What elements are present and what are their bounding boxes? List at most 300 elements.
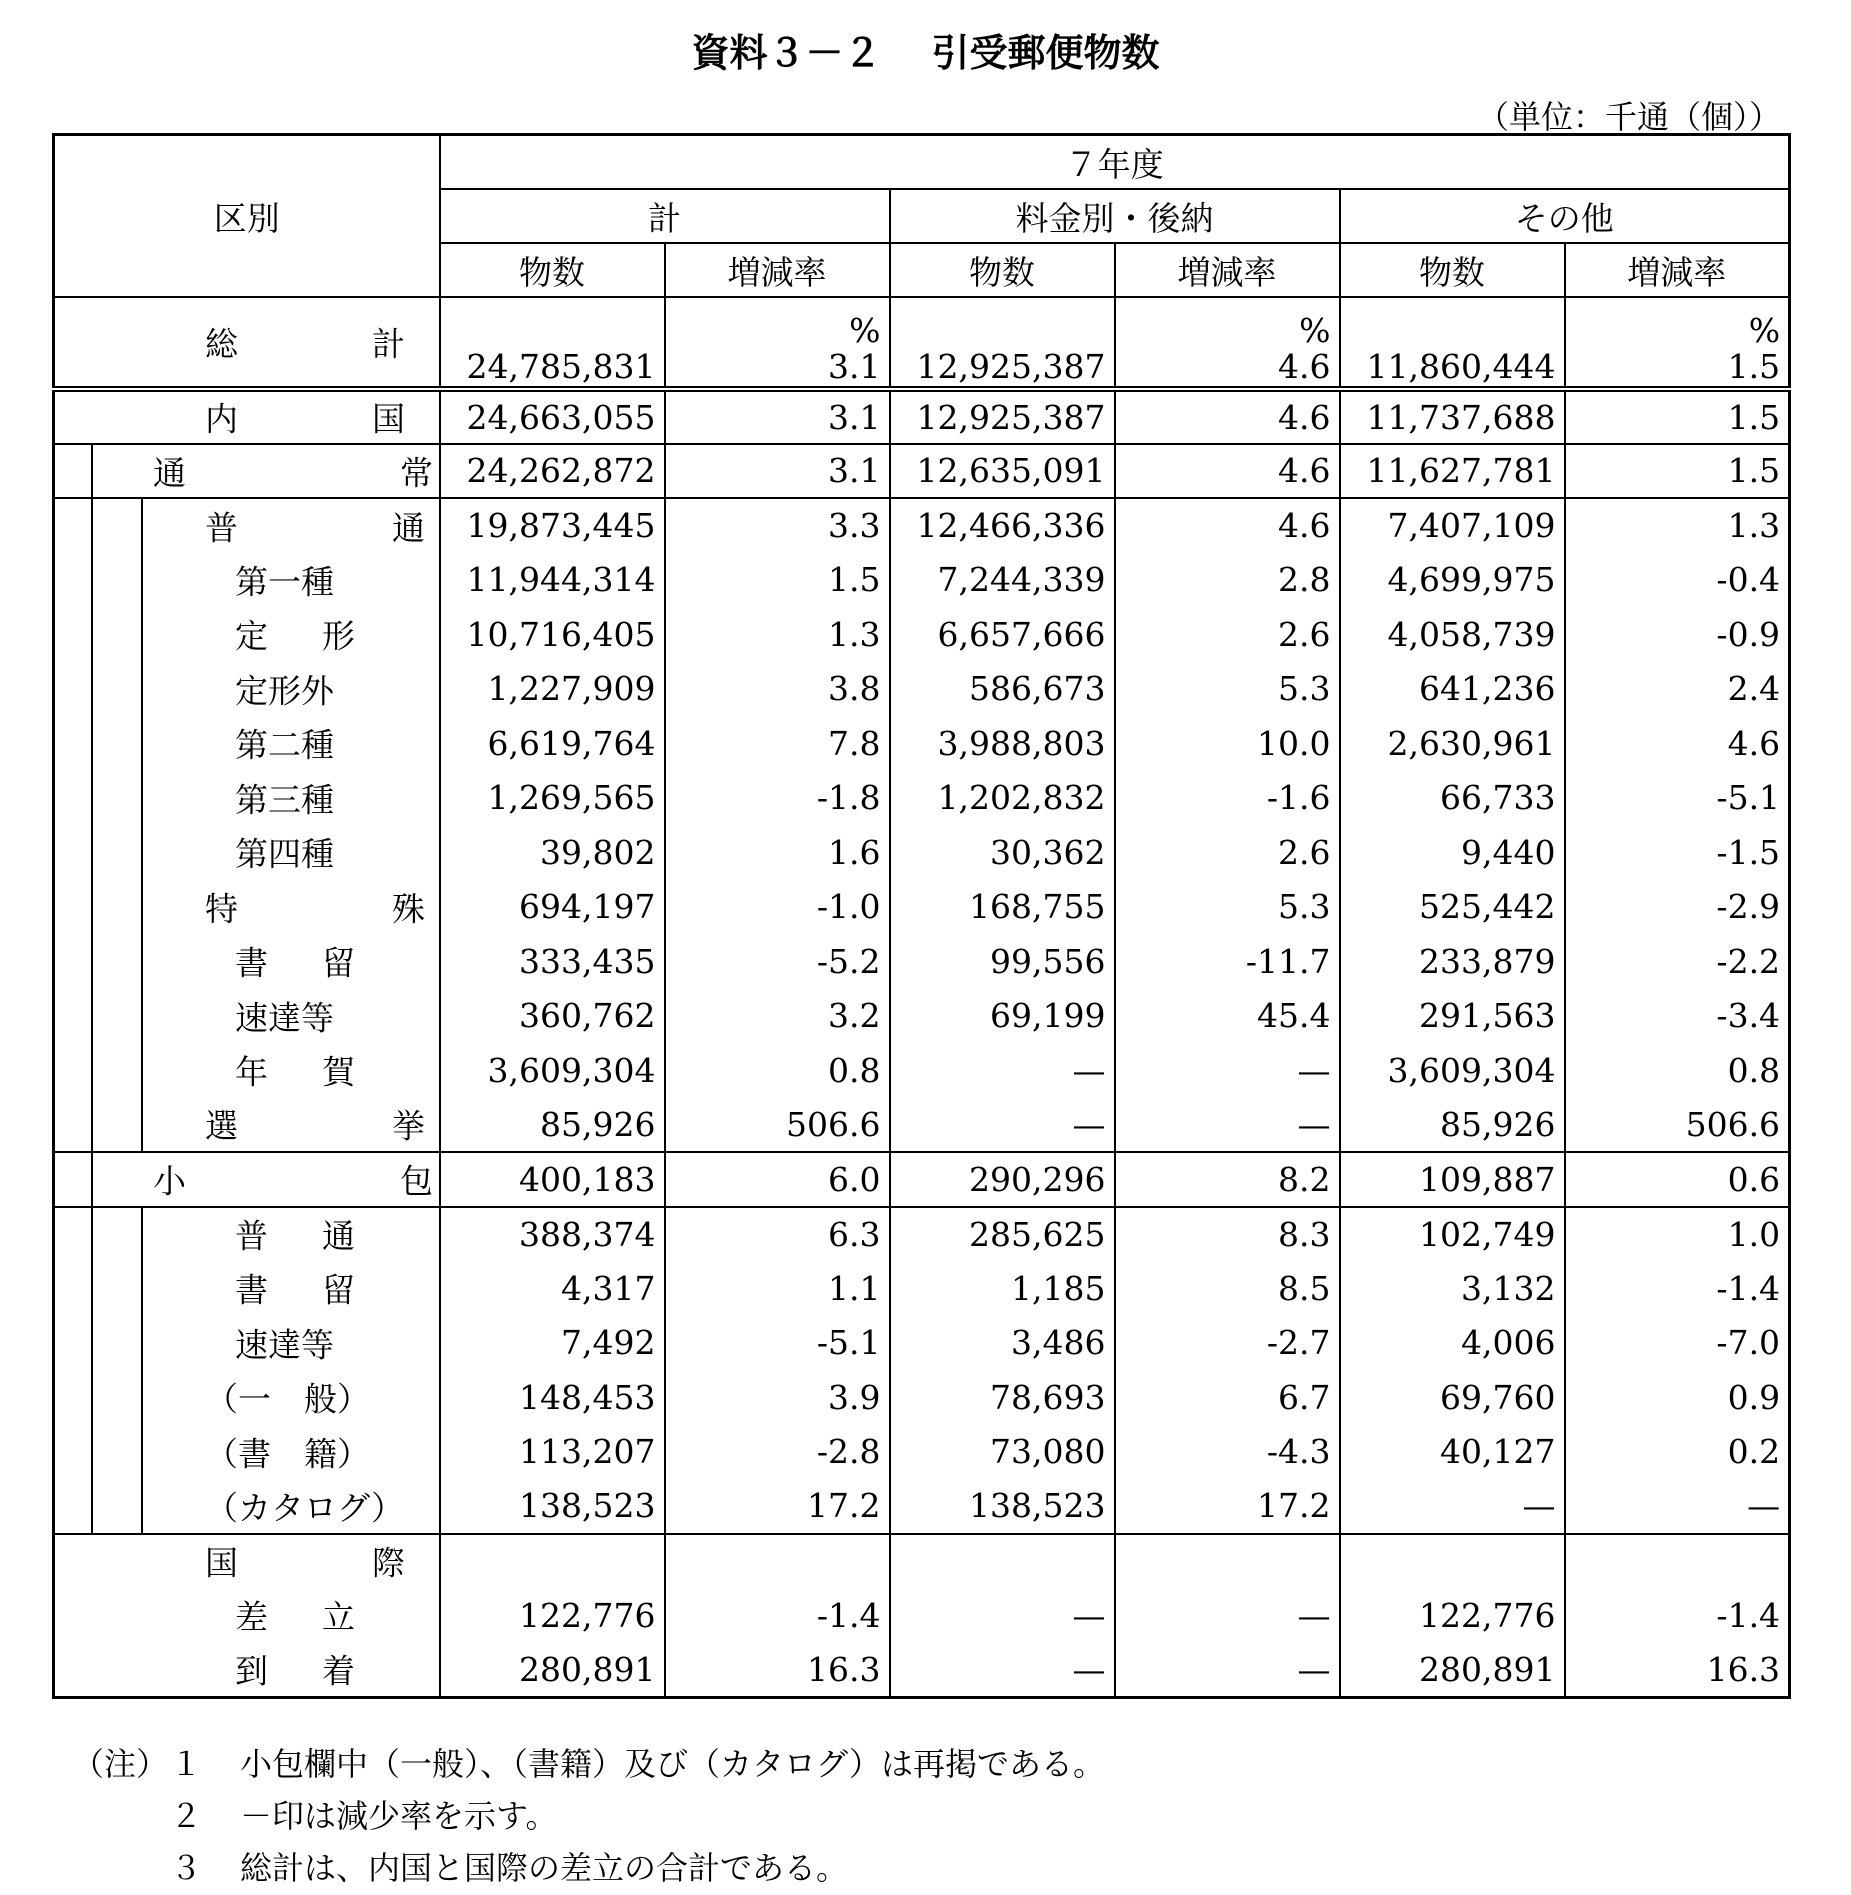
cell-rate <box>1565 662 1790 717</box>
header-rate: 増減率 <box>665 243 890 297</box>
cell-value: 1.5 <box>1727 451 1781 491</box>
cell-count <box>890 553 1115 608</box>
cell-value: 2.6 <box>1278 832 1331 872</box>
cell-count <box>890 1643 1115 1698</box>
cell-value: 3,132 <box>1461 1268 1556 1308</box>
header-year: ７年度 <box>440 135 1790 190</box>
note-text: 小包欄中（一般）、（書籍）及び（カタログ）は再掲である。 <box>240 1745 1105 1783</box>
row-label-text: （カタログ） <box>205 1488 404 1528</box>
cell-count <box>890 389 1115 444</box>
header-count: 物数 <box>890 243 1115 297</box>
cell-value: 3.9 <box>828 1377 881 1417</box>
cell-rate <box>665 989 890 1044</box>
row-label-text: 年 賀 <box>235 1052 355 1092</box>
cell-rate <box>1115 934 1340 989</box>
row-label <box>54 716 440 771</box>
cell-value: 1.3 <box>828 614 881 654</box>
cell-value: 40,127 <box>1440 1432 1556 1472</box>
cell-count <box>1340 1534 1565 1589</box>
cell-rate <box>1565 553 1790 608</box>
table-row <box>54 934 1790 989</box>
note-text: 総計は、内国と国際の差立の合計である。 <box>240 1849 849 1887</box>
cell-rate <box>1115 1479 1340 1534</box>
cell-count <box>1340 934 1565 989</box>
cell-rate <box>665 1643 890 1698</box>
cell-rate <box>1565 607 1790 662</box>
cell-value: 3.1 <box>828 397 881 437</box>
cell-value: 66,733 <box>1440 778 1556 818</box>
cell-value: — <box>1297 1595 1331 1635</box>
header-rate: 増減率 <box>1115 243 1340 297</box>
cell-value: 2.8 <box>1278 560 1331 600</box>
cell-rate <box>1565 1098 1790 1153</box>
cell-rate <box>665 1425 890 1480</box>
cell-value: 2.6 <box>1278 614 1331 654</box>
table-row <box>54 662 1790 717</box>
cell-count <box>440 1043 665 1098</box>
cell-rate <box>665 1370 890 1425</box>
cell-rate <box>665 825 890 880</box>
row-label-text: 到 着 <box>235 1651 355 1691</box>
cell-rate <box>665 1043 890 1098</box>
cell-value: 1,185 <box>1011 1268 1106 1308</box>
cell-value: 30,362 <box>990 832 1106 872</box>
cell-value: 6.0 <box>828 1159 881 1199</box>
cell-value: 148,453 <box>519 1377 656 1417</box>
cell-count <box>890 1098 1115 1153</box>
cell-value: — <box>1072 1649 1106 1689</box>
cell-count <box>1340 553 1565 608</box>
cell-count <box>1340 1098 1565 1153</box>
cell-value: 5.3 <box>1278 669 1331 709</box>
cell-count <box>440 297 665 389</box>
cell-count <box>1340 989 1565 1044</box>
cell-count <box>890 825 1115 880</box>
cell-count <box>440 1479 665 1534</box>
cell-value: 1.6 <box>828 832 881 872</box>
row-label-text: 定形外 <box>235 671 334 711</box>
cell-value: 12,925,387 <box>916 397 1106 437</box>
table-row <box>54 989 1790 1044</box>
row-label <box>54 498 440 553</box>
cell-value: 99,556 <box>990 941 1106 981</box>
cell-count <box>890 444 1115 499</box>
cell-value: 39,802 <box>540 832 656 872</box>
cell-rate <box>665 771 890 826</box>
cell-count <box>890 1207 1115 1262</box>
cell-value: 138,523 <box>969 1486 1106 1526</box>
cell-value: 4.6 <box>1727 723 1781 763</box>
cell-count <box>890 716 1115 771</box>
table-row <box>54 607 1790 662</box>
cell-value: 11,860,444 <box>1366 347 1556 386</box>
cell-count <box>890 771 1115 826</box>
cell-rate <box>665 498 890 553</box>
cell-rate <box>1115 444 1340 499</box>
cell-value: 3,988,803 <box>937 723 1106 763</box>
row-label <box>54 1152 440 1207</box>
cell-count <box>440 825 665 880</box>
cell-rate <box>1565 771 1790 826</box>
cell-value: 3.1 <box>828 347 881 386</box>
cell-rate <box>665 716 890 771</box>
row-label <box>54 1425 440 1480</box>
table-row <box>54 771 1790 826</box>
cell-count <box>1340 825 1565 880</box>
cell-value: -1.4 <box>1716 1268 1781 1308</box>
cell-value: 8.2 <box>1278 1159 1331 1199</box>
cell-value: 17.2 <box>1257 1486 1331 1526</box>
cell-value: 1.3 <box>1727 506 1781 546</box>
cell-count <box>440 1261 665 1316</box>
cell-rate <box>1115 1425 1340 1480</box>
cell-value: 3,486 <box>1011 1323 1106 1363</box>
row-label-text: 差 立 <box>235 1597 355 1637</box>
cell-value: 7,407,109 <box>1387 506 1556 546</box>
cell-rate <box>1115 1370 1340 1425</box>
note-number: ２ <box>170 1797 203 1835</box>
cell-count <box>890 934 1115 989</box>
cell-count <box>1340 880 1565 935</box>
cell-value: 4.6 <box>1278 506 1331 546</box>
cell-value: 6.7 <box>1278 1377 1331 1417</box>
cell-value: 138,523 <box>519 1486 656 1526</box>
cell-count <box>1340 771 1565 826</box>
table-row <box>54 825 1790 880</box>
cell-rate <box>1565 297 1790 389</box>
cell-value: 1.1 <box>828 1268 881 1308</box>
row-label <box>54 1098 440 1153</box>
note-row <box>72 1790 1105 1842</box>
cell-value: -1.6 <box>1266 778 1331 818</box>
row-label <box>54 825 440 880</box>
cell-rate <box>1115 498 1340 553</box>
cell-rate <box>1565 444 1790 499</box>
cell-value: 280,891 <box>519 1649 656 1689</box>
cell-rate <box>665 553 890 608</box>
cell-count <box>440 1425 665 1480</box>
cell-count <box>440 1588 665 1643</box>
row-label <box>54 771 440 826</box>
cell-count <box>1340 498 1565 553</box>
cell-value: — <box>1297 1649 1331 1689</box>
note-number: １ <box>170 1745 203 1783</box>
cell-rate <box>1115 771 1340 826</box>
cell-value: — <box>1747 1486 1781 1526</box>
cell-value: -5.1 <box>816 1323 881 1363</box>
cell-rate <box>1115 1643 1340 1698</box>
cell-rate <box>665 444 890 499</box>
table-row <box>54 1534 1790 1589</box>
row-label-text: 第一種 <box>235 562 334 602</box>
cell-value: 4,058,739 <box>1387 614 1556 654</box>
cell-count <box>1340 297 1565 389</box>
row-label <box>54 1316 440 1371</box>
cell-value: 4,699,975 <box>1387 560 1556 600</box>
cell-value: -1.8 <box>816 778 881 818</box>
row-label-text: 第三種 <box>235 780 334 820</box>
cell-value: 85,926 <box>1440 1104 1556 1144</box>
table-row <box>54 1152 1790 1207</box>
cell-value: 6,657,666 <box>937 614 1106 654</box>
row-label-text: 通 常 <box>153 453 433 493</box>
cell-value: 3,609,304 <box>487 1050 656 1090</box>
cell-count <box>440 989 665 1044</box>
cell-rate <box>1115 1534 1340 1589</box>
header-count: 物数 <box>1340 243 1565 297</box>
cell-value: 7,492 <box>561 1323 656 1363</box>
header-group-rate-deferred: 料金別・後納 <box>890 189 1340 243</box>
cell-value: 4.6 <box>1278 397 1331 437</box>
cell-count <box>440 1098 665 1153</box>
cell-value: 2.4 <box>1727 669 1781 709</box>
cell-count <box>440 607 665 662</box>
cell-count <box>1340 1207 1565 1262</box>
cell-value: 10.0 <box>1257 723 1331 763</box>
cell-value: 12,925,387 <box>916 347 1106 386</box>
cell-value: 4.6 <box>1278 347 1331 386</box>
cell-value: 8.3 <box>1278 1214 1331 1254</box>
cell-rate <box>1565 934 1790 989</box>
cell-count <box>890 607 1115 662</box>
cell-value: 168,755 <box>969 887 1106 927</box>
cell-value: 16.3 <box>807 1649 881 1689</box>
page-title <box>0 22 1851 77</box>
header-kubetsu: 区別 <box>54 135 440 298</box>
row-label-text: 特 殊 <box>205 889 425 929</box>
cell-value: 290,296 <box>969 1159 1106 1199</box>
cell-count <box>890 1316 1115 1371</box>
cell-value: — <box>1072 1050 1106 1090</box>
header-group-total: 計 <box>440 189 890 243</box>
cell-value: 506.6 <box>786 1104 881 1144</box>
cell-value: 1.5 <box>828 560 881 600</box>
cell-count <box>890 1588 1115 1643</box>
cell-value: 6,619,764 <box>487 723 656 763</box>
row-label-text: 速達等 <box>235 998 334 1038</box>
cell-count <box>1340 662 1565 717</box>
table-row <box>54 716 1790 771</box>
cell-value: 388,374 <box>519 1214 656 1254</box>
table-row <box>54 1479 1790 1534</box>
cell-value: 1.0 <box>1727 1214 1781 1254</box>
cell-value: 69,199 <box>990 996 1106 1036</box>
cell-rate <box>665 1316 890 1371</box>
cell-rate <box>1115 553 1340 608</box>
table-row <box>54 553 1790 608</box>
row-label <box>54 553 440 608</box>
cell-count <box>1340 1316 1565 1371</box>
percent-unit: % <box>849 311 881 350</box>
table-row <box>54 1043 1790 1098</box>
cell-value: 24,663,055 <box>466 397 656 437</box>
cell-value: 285,625 <box>969 1214 1106 1254</box>
row-label <box>54 1534 440 1589</box>
cell-value: 5.3 <box>1278 887 1331 927</box>
cell-count <box>890 989 1115 1044</box>
row-label <box>54 607 440 662</box>
cell-value: 11,627,781 <box>1366 451 1556 491</box>
cell-value: 102,749 <box>1419 1214 1556 1254</box>
cell-count <box>1340 1261 1565 1316</box>
cell-rate <box>1565 825 1790 880</box>
cell-value: 400,183 <box>519 1159 656 1199</box>
cell-value: 113,207 <box>519 1432 656 1472</box>
cell-rate <box>1115 989 1340 1044</box>
cell-value: — <box>1522 1486 1556 1526</box>
cell-rate <box>1565 1425 1790 1480</box>
row-label <box>54 389 440 444</box>
cell-count <box>890 498 1115 553</box>
table-row <box>54 1261 1790 1316</box>
mail-volume-table <box>52 133 1791 1699</box>
cell-count <box>890 297 1115 389</box>
cell-value: -7.0 <box>1716 1323 1781 1363</box>
row-label <box>54 880 440 935</box>
cell-rate <box>1115 1098 1340 1153</box>
cell-count <box>440 880 665 935</box>
row-label-text: 第二種 <box>235 725 334 765</box>
percent-unit: % <box>1748 311 1781 350</box>
cell-count <box>440 934 665 989</box>
row-label-text: 定 形 <box>235 616 355 656</box>
cell-count <box>440 716 665 771</box>
row-label <box>54 989 440 1044</box>
cell-value: 3.8 <box>828 669 881 709</box>
cell-count <box>440 498 665 553</box>
row-label-text: 選 挙 <box>205 1106 425 1146</box>
cell-rate <box>1565 1316 1790 1371</box>
cell-rate <box>1115 389 1340 444</box>
cell-value: -1.0 <box>816 887 881 927</box>
header-group-other: その他 <box>1340 189 1790 243</box>
cell-count <box>890 1152 1115 1207</box>
cell-value: 122,776 <box>1419 1595 1556 1635</box>
row-label <box>54 934 440 989</box>
cell-value: 291,563 <box>1419 996 1556 1036</box>
cell-count <box>1340 1152 1565 1207</box>
notes-lead: （注） <box>72 1745 169 1783</box>
cell-rate <box>1115 1043 1340 1098</box>
table-body <box>54 297 1790 1697</box>
cell-count <box>890 1261 1115 1316</box>
cell-rate <box>1565 1643 1790 1698</box>
cell-value: -0.4 <box>1716 560 1781 600</box>
row-label-text: 国 際 <box>205 1543 405 1583</box>
cell-value: -1.5 <box>1716 832 1781 872</box>
cell-value: -2.8 <box>816 1432 881 1472</box>
cell-value: 233,879 <box>1419 941 1556 981</box>
cell-value: 12,466,336 <box>916 506 1106 546</box>
cell-value: 69,760 <box>1440 1377 1556 1417</box>
table-row <box>54 1588 1790 1643</box>
cell-rate <box>665 1152 890 1207</box>
cell-value: -1.4 <box>816 1595 881 1635</box>
cell-count <box>440 1370 665 1425</box>
cell-rate <box>1565 1261 1790 1316</box>
cell-value: 1.5 <box>1727 347 1781 386</box>
cell-count <box>890 880 1115 935</box>
row-label-text: 内 国 <box>205 399 405 439</box>
cell-value: 78,693 <box>990 1377 1106 1417</box>
row-label-text: 普 通 <box>235 1216 355 1256</box>
cell-rate <box>1115 1207 1340 1262</box>
row-label-text: 総 計 <box>205 324 405 364</box>
row-label-text: （一 般） <box>205 1379 370 1419</box>
cell-rate <box>1115 716 1340 771</box>
cell-count <box>440 444 665 499</box>
cell-count <box>440 1643 665 1698</box>
cell-value: 1,202,832 <box>937 778 1106 818</box>
cell-value: — <box>1072 1595 1106 1635</box>
table-row <box>54 389 1790 444</box>
cell-value: 17.2 <box>807 1486 881 1526</box>
note-row <box>72 1842 1105 1894</box>
cell-value: 24,785,831 <box>466 347 656 386</box>
table-row <box>54 498 1790 553</box>
notes <box>72 1738 1105 1894</box>
unit-label: （単位：千通（個）） <box>1476 98 1781 136</box>
title-ref: 資料３－２ <box>691 31 882 75</box>
cell-value: 24,262,872 <box>466 451 656 491</box>
cell-count <box>890 1043 1115 1098</box>
cell-value: 525,442 <box>1419 887 1556 927</box>
cell-count <box>440 389 665 444</box>
cell-rate <box>1565 1207 1790 1262</box>
cell-value: -4.3 <box>1266 1432 1331 1472</box>
cell-value: 506.6 <box>1685 1104 1781 1144</box>
cell-rate <box>1115 1152 1340 1207</box>
cell-value: 16.3 <box>1706 1649 1781 1689</box>
cell-value: -2.7 <box>1266 1323 1331 1363</box>
cell-rate <box>665 1098 890 1153</box>
table-row <box>54 1098 1790 1153</box>
cell-value: 12,635,091 <box>916 451 1106 491</box>
cell-count <box>1340 1588 1565 1643</box>
cell-rate <box>1115 607 1340 662</box>
cell-count <box>890 1534 1115 1589</box>
cell-value: 1,227,909 <box>487 669 656 709</box>
cell-rate <box>665 1261 890 1316</box>
cell-rate <box>1565 1152 1790 1207</box>
table-row <box>54 1425 1790 1480</box>
cell-count <box>440 662 665 717</box>
cell-value: 280,891 <box>1419 1649 1556 1689</box>
cell-value: 360,762 <box>519 996 656 1036</box>
cell-value: 3,609,304 <box>1387 1050 1556 1090</box>
cell-rate <box>1115 297 1340 389</box>
table-row <box>54 297 1790 389</box>
table-row <box>54 1316 1790 1371</box>
cell-value: -5.2 <box>816 941 881 981</box>
cell-value: -3.4 <box>1716 996 1781 1036</box>
cell-rate <box>1565 880 1790 935</box>
cell-count <box>890 1425 1115 1480</box>
cell-count <box>440 553 665 608</box>
cell-value: 73,080 <box>990 1432 1106 1472</box>
cell-value: 7.8 <box>828 723 881 763</box>
cell-value: — <box>1297 1104 1331 1144</box>
cell-value: 45.4 <box>1257 996 1331 1036</box>
cell-value: 586,673 <box>969 669 1106 709</box>
cell-value: 0.6 <box>1727 1159 1781 1199</box>
cell-rate <box>665 1207 890 1262</box>
cell-count <box>1340 1370 1565 1425</box>
cell-value: 8.5 <box>1278 1268 1331 1308</box>
cell-value: 694,197 <box>519 887 656 927</box>
title-name: 引受郵便物数 <box>931 31 1160 75</box>
cell-value: -1.4 <box>1716 1595 1781 1635</box>
